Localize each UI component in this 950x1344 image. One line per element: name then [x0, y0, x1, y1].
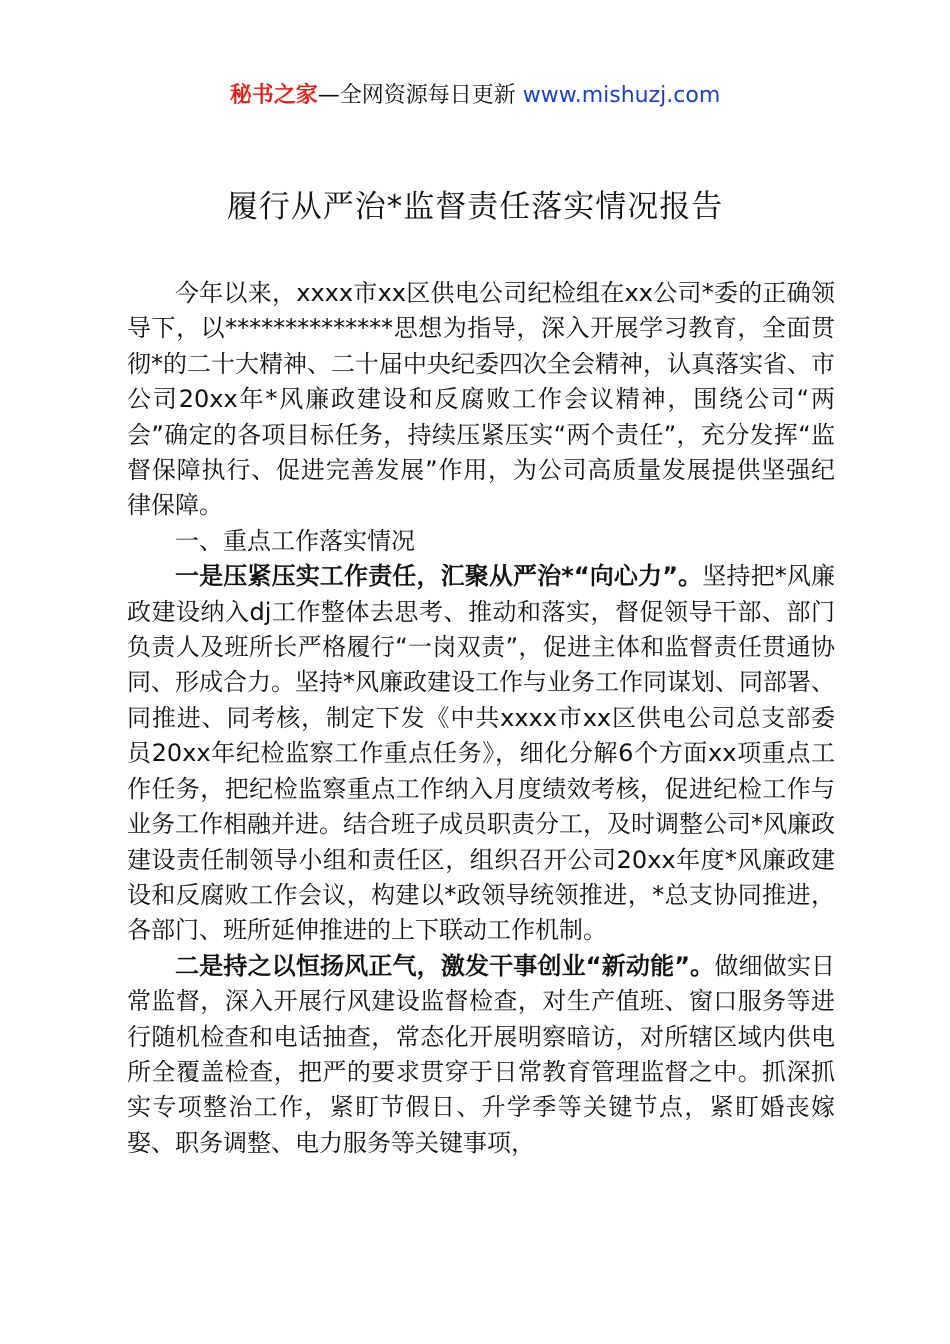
intro-paragraph: 今年以来，xxxx市xx区供电公司纪检组在xx公司*委的正确领导下，以**************思想为指导，深入开展学习教育，全面贯彻*的二十大精神、二十届中央纪委四次全会精神，认真落实省、市公司20xx年*风廉政建设和反腐败工作会议精神，围绕公司“两会”确定的各项目标任务，持续压紧压实“两个责任”，充分发挥“监督保障执行、促进完善发展”作用，为公司高质量发展提供坚强纪律保障。 [127, 279, 835, 520]
point-two-lead: 二是持之以恒扬风正气，激发干事创业“新动能”。 [175, 951, 715, 980]
banner-brand: 秘书之家 [229, 83, 318, 108]
banner-tagline: —全网资源每日更新 [317, 83, 523, 108]
point-two-paragraph [127, 949, 835, 1161]
section-heading: 一、重点工作落实情况 [175, 526, 415, 555]
point-two-body: 做细做实日常监督，深入开展行风建设监督检查，对生产值班、窗口服务等进行随机检查和电话抽查，常态化开展明察暗访，对所辖区域内供电所全覆盖检查，把严的要求贯穿于日常教育管理监督之中。抓深抓实专项整治工作，紧盯节假日、升学季等关键节点，紧盯婚丧嫁娶、职务调整、电力服务等关键事项， [127, 951, 836, 1157]
document-body [127, 276, 835, 1161]
site-banner [0, 80, 950, 112]
point-one-lead: 一是压紧压实工作责任，汇聚从严治*“向心力”。 [175, 562, 703, 591]
point-one-body: 坚持把*风廉政建设纳入dj工作整体去思考、推动和落实，督促领导干部、部门负责人及班所长严格履行“一岗双责”，促进主体和监督责任贯通协同、形成合力。坚持*风廉政建设工作与业务工作同谋划、同部署、同推进、同考核，制定下发《中共xxxx市xx区供电公司总支部委员20xx年纪检监察工作重点任务》，细化分解6个方面xx项重点工作任务，把纪检监察重点工作纳入月度绩效考核，促进纪检工作与业务工作相融并进。结合班子成员职责分工，及时调整公司*风廉政建设责任制领导小组和责任区，组织召开公司20xx年度*风廉政建设和反腐败工作会议，构建以*政领导统领推进，*总支协同推进，各部门、班所延伸推进的上下联动工作机制。 [127, 562, 836, 945]
document-title: 履行从严治*监督责任落实情况报告 [226, 189, 724, 225]
point-one-paragraph [127, 559, 835, 948]
banner-url-link[interactable]: www.mishuzj.com [522, 83, 721, 108]
